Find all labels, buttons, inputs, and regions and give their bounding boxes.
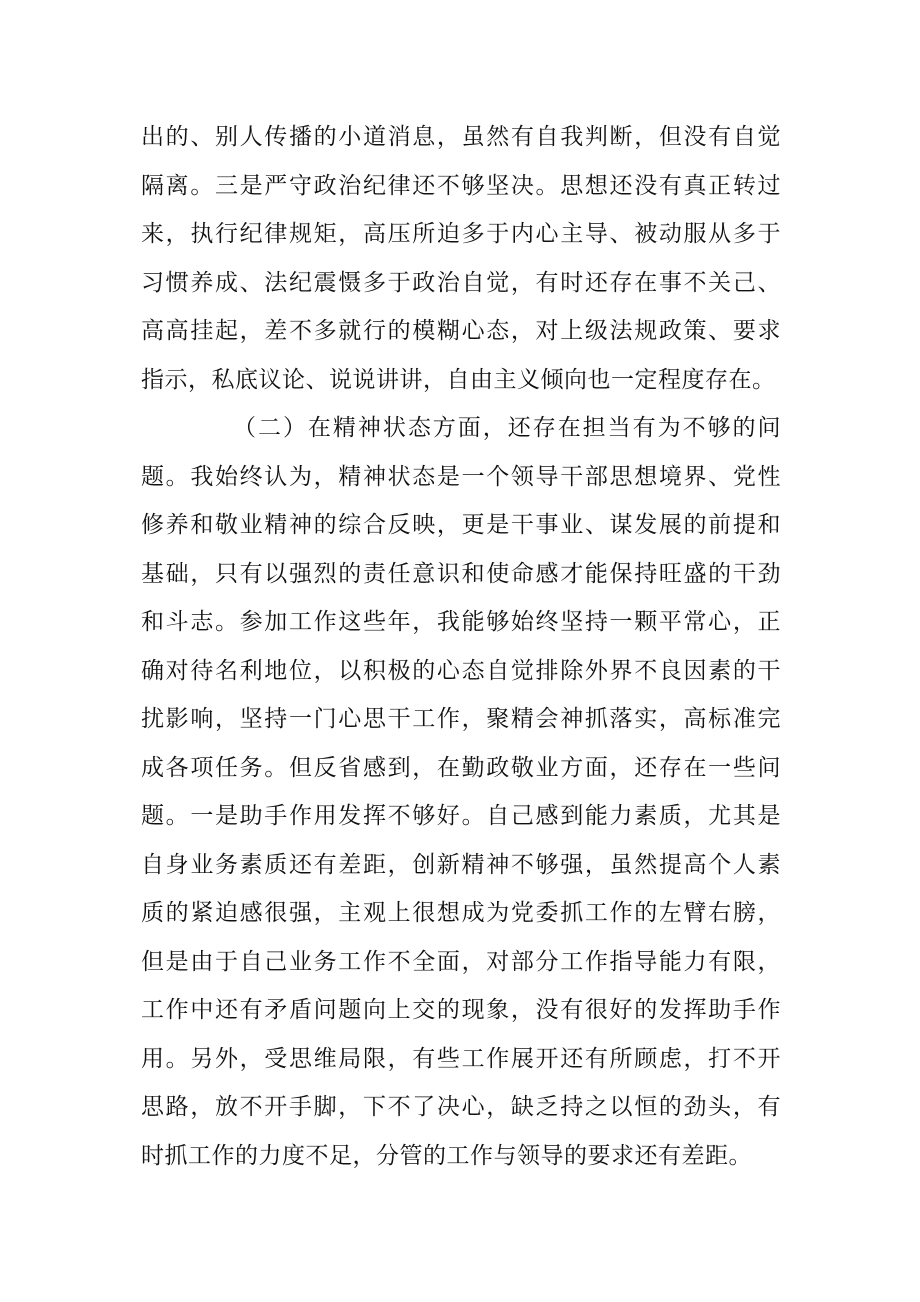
text-line: 题。一是助手作用发挥不够好。自己感到能力素质，尤其是: [141, 803, 781, 829]
text-line: 工作中还有矛盾问题向上交的现象，没有很好的发挥助手作: [141, 997, 781, 1023]
text-line: 思路，放不开手脚，下不了决心，缺乏持之以恒的劲头，有: [141, 1094, 781, 1120]
text-line: 质的紧迫感很强，主观上很想成为党委抓工作的左臂右膀，: [141, 900, 781, 926]
text-line: 时抓工作的力度不足，分管的工作与领导的要求还有差距。: [141, 1142, 752, 1169]
text-line: 但是由于自己业务工作不全面，对部分工作指导能力有限，: [141, 948, 781, 975]
text-line: 隔离。三是严守政治纪律还不够坚决。思想还没有真正转过: [141, 172, 781, 199]
text-line: 出的、别人传播的小道消息，虽然有自我判断，但没有自觉: [141, 124, 781, 150]
section-heading-line: （二）在精神状态方面，还存在担当有为不够的问: [233, 415, 781, 441]
text-line: 确对待名利地位，以积极的心态自觉排除外界不良因素的干: [141, 657, 781, 684]
text-line: 习惯养成、法纪震慑多于政治自觉，有时还存在事不关己、: [141, 269, 781, 296]
body-text: [141, 113, 781, 1180]
text-line: 成各项任务。但反省感到，在勤政敬业方面，还存在一些问: [141, 754, 781, 781]
text-line: 来，执行纪律规矩，高压所迫多于内心主导、被动服从多于: [141, 221, 781, 247]
text-line: 修养和敬业精神的综合反映，更是干事业、谋发展的前提和: [141, 512, 781, 538]
text-line: 用。另外，受思维局限，有些工作展开还有所顾虑，打不开: [141, 1045, 781, 1072]
text-line: 题。我始终认为，精神状态是一个领导干部思想境界、党性: [141, 463, 781, 490]
text-line: 和斗志。参加工作这些年，我能够始终坚持一颗平常心，正: [141, 609, 781, 635]
text-line: 扰影响，坚持一门心思干工作，聚精会神抓落实，高标准完: [141, 706, 781, 732]
text-line: 指示，私底议论、说说讲讲，自由主义倾向也一定程度存在。: [141, 366, 776, 393]
text-line: 基础，只有以强烈的责任意识和使命感才能保持旺盛的干劲: [141, 560, 781, 587]
text-line: 高高挂起，差不多就行的模糊心态，对上级法规政策、要求: [141, 318, 781, 344]
text-line: 自身业务素质还有差距，创新精神不够强，虽然提高个人素: [141, 851, 781, 878]
